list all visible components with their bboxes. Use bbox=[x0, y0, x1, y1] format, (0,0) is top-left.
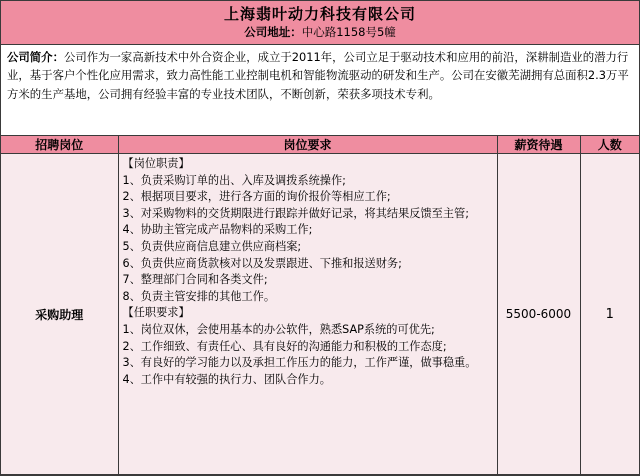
requirement-line: 2、根据项目要求，进行各方面的询价报价等相应工作; bbox=[122, 190, 391, 204]
address-value: 中心路1158号5幢 bbox=[301, 25, 396, 39]
company-address bbox=[244, 24, 396, 40]
count-cell: 1 bbox=[580, 154, 639, 475]
requirement-line: 6、负责供应商货款核对以及发票跟进、下推和报送财务; bbox=[122, 256, 402, 270]
salary-cell: 5500-6000 bbox=[497, 154, 580, 475]
header-count: 人数 bbox=[580, 136, 639, 154]
header-requirements: 岗位要求 bbox=[118, 136, 497, 154]
requirement-line: 1、岗位双休，会使用基本的办公软件，熟悉SAP系统的可优先; bbox=[122, 322, 435, 336]
requirement-line: 3、有良好的学习能力以及承担工作压力的能力，工作严谨，做事稳重。 bbox=[122, 356, 477, 370]
requirement-line: 5、负责供应商信息建立供应商档案; bbox=[122, 239, 302, 253]
address-label: 公司地址： bbox=[244, 25, 302, 39]
header-position: 招聘岗位 bbox=[1, 136, 118, 154]
company-name: 上海翡叶动力科技有限公司 bbox=[223, 5, 416, 23]
requirement-line: 7、整理部门合同和各类文件; bbox=[122, 273, 268, 287]
intro-text: 公司作为一家高新技术中外合资企业，成立于2011年，公司立足于驱动技术和应用的前沿，深耕制造业的潜力行业，基于客户个性化应用需求，致力高性能工业控制电机和智能物流驱动的研发和生产。公司在安徽芜湖拥有总面积2.3万平方米的生产基地，公司拥有经验丰富的专业技术团队，不断创新，荣获多项技术专利。 bbox=[7, 50, 629, 101]
requirement-line: 【任职要求】 bbox=[122, 306, 190, 320]
table-header-row bbox=[1, 136, 639, 154]
table-row bbox=[1, 154, 639, 475]
requirement-line: 8、负责主管安排的其他工作。 bbox=[122, 289, 276, 303]
requirement-line: 1、负责采购订单的出、入库及调拨系统操作; bbox=[122, 173, 346, 187]
header bbox=[1, 1, 639, 45]
requirement-line: 4、协助主管完成产品物料的采购工作; bbox=[122, 223, 313, 237]
requirement-line: 3、对采购物料的交货期限进行跟踪并做好记录，将其结果反馈至主管; bbox=[122, 206, 470, 220]
requirement-line: 4、工作中有较强的执行力、团队合作力。 bbox=[122, 372, 331, 386]
requirement-line: 【岗位职责】 bbox=[122, 157, 190, 170]
requirements-cell bbox=[118, 154, 497, 475]
job-table bbox=[1, 136, 639, 475]
company-intro bbox=[1, 45, 639, 136]
position-cell: 采购助理 bbox=[1, 154, 118, 475]
requirement-line: 2、工作细致、有责任心、具有良好的沟通能力和积极的工作态度; bbox=[122, 339, 447, 353]
intro-label: 公司简介： bbox=[7, 50, 64, 64]
header-salary: 薪资待遇 bbox=[497, 136, 580, 154]
